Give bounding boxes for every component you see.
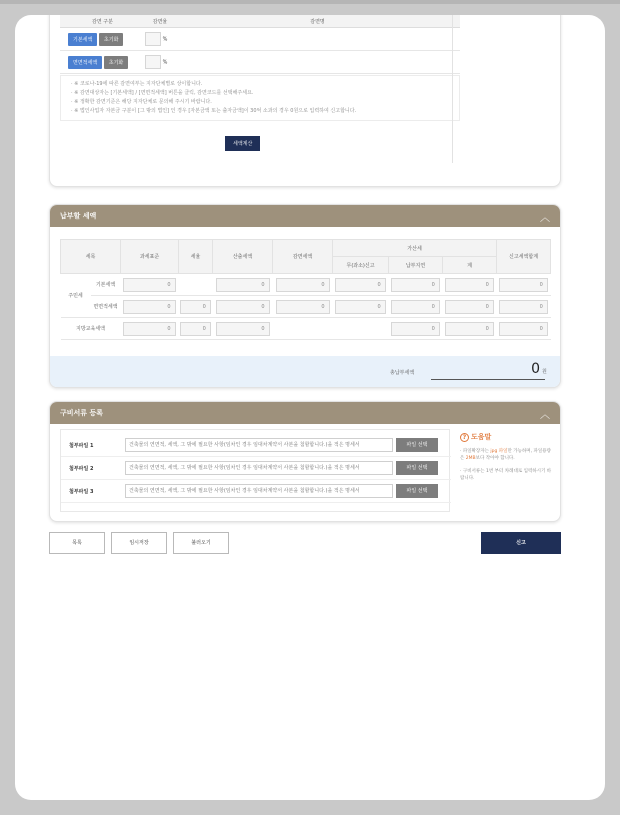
header-total-report: 신고세액합계: [497, 240, 551, 274]
value-cell[interactable]: 0: [123, 300, 175, 314]
total-payment-value: 0: [531, 361, 540, 377]
attachment-list: [60, 429, 450, 512]
resident-tax-label: 주민세: [61, 274, 91, 318]
value-cell[interactable]: 0: [216, 322, 270, 336]
exemption-header-type: 감면 구분: [60, 15, 145, 28]
exemption-row: [60, 28, 460, 51]
help-highlight: jpg 파일: [490, 449, 508, 454]
value-cell[interactable]: 0: [216, 278, 270, 292]
value-cell[interactable]: 0: [123, 278, 175, 292]
attachment-file-input[interactable]: 건축물의 연면적, 세액, 그 밖에 필요한 사항(임차인 경우 임대차계약서 사본을 첨할합니다.)을 적은 명세서: [125, 438, 393, 452]
exemption-card: [49, 15, 561, 187]
note-line: · ※ 법인사업자 자본금 구분이 [그 밖의 법인] 인 경우 [자본금액 또는 출자금액]이 30억 소과의 경우 0원으로 입력하여 신고합니다.: [71, 108, 357, 114]
question-icon: ?: [460, 433, 469, 442]
total-payment-unit: 원: [542, 369, 547, 375]
value-cell[interactable]: 0: [123, 322, 175, 336]
value-cell[interactable]: 0: [391, 278, 440, 292]
help-text: 만 가능하며, 파일용량은: [460, 449, 551, 461]
value-cell[interactable]: 0: [276, 300, 330, 314]
empty-cell: [333, 318, 389, 340]
value-cell[interactable]: 0: [276, 278, 330, 292]
header-penalty-late: 납부지연: [389, 257, 443, 274]
value-cell[interactable]: 0: [216, 300, 270, 314]
chevron-up-icon[interactable]: ︿: [540, 409, 550, 421]
exemption-name-cell: [175, 28, 460, 51]
payment-card: [49, 204, 561, 388]
floor-area-tax-button[interactable]: 면면적세액: [68, 56, 102, 69]
row-label: 면면적세액: [91, 296, 121, 318]
reset-button[interactable]: 초기화: [104, 56, 129, 69]
attachment-row: [61, 481, 451, 503]
help-highlight: 2MB: [465, 456, 476, 461]
basic-tax-button[interactable]: 기본세액: [68, 33, 97, 46]
header-penalty: 가산세: [333, 240, 497, 257]
header-reduced: 감면세액: [273, 240, 333, 274]
help-text: · 파일확장자는: [460, 449, 491, 454]
file-select-button[interactable]: 파일 선택: [396, 484, 438, 498]
value-cell[interactable]: 0: [180, 322, 211, 336]
exemption-row: [60, 51, 460, 74]
percent-unit: %: [162, 59, 168, 66]
row-label: 기본세액: [91, 274, 121, 296]
documents-card-header[interactable]: [50, 402, 560, 424]
empty-cell: [273, 318, 333, 340]
attachment-file-input[interactable]: 건축물의 연면적, 세액, 그 밖에 필요한 사항(임차인 경우 임대차계약서 사본을 첨할합니다.)을 적은 명세서: [125, 461, 393, 475]
total-underline: [431, 379, 545, 380]
chevron-up-icon[interactable]: ︿: [540, 212, 550, 224]
table-row: [61, 296, 551, 318]
file-select-button[interactable]: 파일 선택: [396, 438, 438, 452]
attachment-row: [61, 435, 451, 457]
load-button[interactable]: 불러오기: [173, 532, 229, 554]
exemption-header-rate: 감면율: [145, 15, 175, 28]
help-text: 보다 작아야 합니다.: [475, 456, 515, 461]
documents-card-title: 구비서류 등록: [60, 409, 104, 417]
total-payment-label: 총납부세액: [390, 370, 415, 376]
exemption-rate-input[interactable]: [145, 55, 161, 69]
list-button[interactable]: 목록: [49, 532, 105, 554]
table-row: [61, 318, 551, 340]
header-calculated: 산출세액: [213, 240, 273, 274]
value-cell[interactable]: 0: [445, 278, 494, 292]
exemption-table: [60, 15, 460, 74]
calculate-tax-button[interactable]: 세액계산: [225, 136, 260, 151]
documents-card: [49, 401, 561, 522]
exemption-notes: [60, 75, 460, 121]
value-cell[interactable]: 0: [499, 322, 548, 336]
window-top-edge: [0, 0, 620, 4]
payment-card-title: 납부할 세액: [60, 212, 97, 220]
row-label: 지방교육세액: [61, 318, 121, 340]
attachment-label: 첨부파일 3: [69, 489, 94, 495]
tax-table: [60, 239, 551, 340]
exemption-rate-input[interactable]: [145, 32, 161, 46]
header-tax-item: 세목: [61, 240, 121, 274]
page-frame: [15, 15, 605, 800]
empty-cell: [179, 274, 213, 296]
percent-unit: %: [162, 36, 168, 43]
value-cell[interactable]: 0: [391, 322, 440, 336]
header-penalty-sum: 계: [443, 257, 497, 274]
header-tax-base: 과세표준: [121, 240, 179, 274]
attachment-row: [61, 458, 451, 480]
value-cell[interactable]: 0: [445, 322, 494, 336]
help-text-2: · 구비서류는 1번 부터 차례대로 입력하시기 바랍니다.: [460, 469, 552, 481]
note-line: · ※ 정확한 감면기준은 해당 지자단체로 문의해 주시기 바랍니다.: [71, 99, 212, 105]
attachment-label: 첨부파일 1: [69, 443, 94, 449]
value-cell[interactable]: 0: [335, 300, 385, 314]
help-title: [460, 432, 555, 442]
file-select-button[interactable]: 파일 선택: [396, 461, 438, 475]
value-cell[interactable]: 0: [180, 300, 211, 314]
header-penalty-no-report: 무(과소)신고: [333, 257, 389, 274]
divider: [452, 15, 453, 163]
value-cell[interactable]: 0: [335, 278, 385, 292]
help-title-text: 도움말: [471, 433, 492, 441]
payment-card-header[interactable]: [50, 205, 560, 227]
table-row: [61, 274, 551, 296]
value-cell[interactable]: 0: [499, 278, 548, 292]
submit-button[interactable]: 신고: [481, 532, 561, 554]
header-rate: 세율: [179, 240, 213, 274]
total-payment-bar: [50, 356, 560, 388]
exemption-name-cell: [175, 51, 460, 74]
help-panel: [460, 432, 555, 482]
value-cell[interactable]: 0: [499, 300, 548, 314]
save-draft-button[interactable]: 임시저장: [111, 532, 167, 554]
help-text-1: [460, 448, 555, 462]
exemption-header-name: 감면명: [175, 15, 460, 28]
note-line: · ※ 코로나-19에 따른 감면여부는 지자단체별로 상이합니다.: [71, 81, 203, 87]
attachment-label: 첨부파일 2: [69, 466, 94, 472]
value-cell[interactable]: 0: [391, 300, 440, 314]
reset-button[interactable]: 초기화: [99, 33, 124, 46]
note-line: · ※ 감면대상자는 [기본세액] / [면면적세액] 버튼을 클릭, 감면코드를 선택해주세요.: [71, 90, 254, 96]
value-cell[interactable]: 0: [445, 300, 494, 314]
attachment-file-input[interactable]: 건축물의 연면적, 세액, 그 밖에 필요한 사항(임차인 경우 임대차계약서 사본을 첨할합니다.)을 적은 명세서: [125, 484, 393, 498]
